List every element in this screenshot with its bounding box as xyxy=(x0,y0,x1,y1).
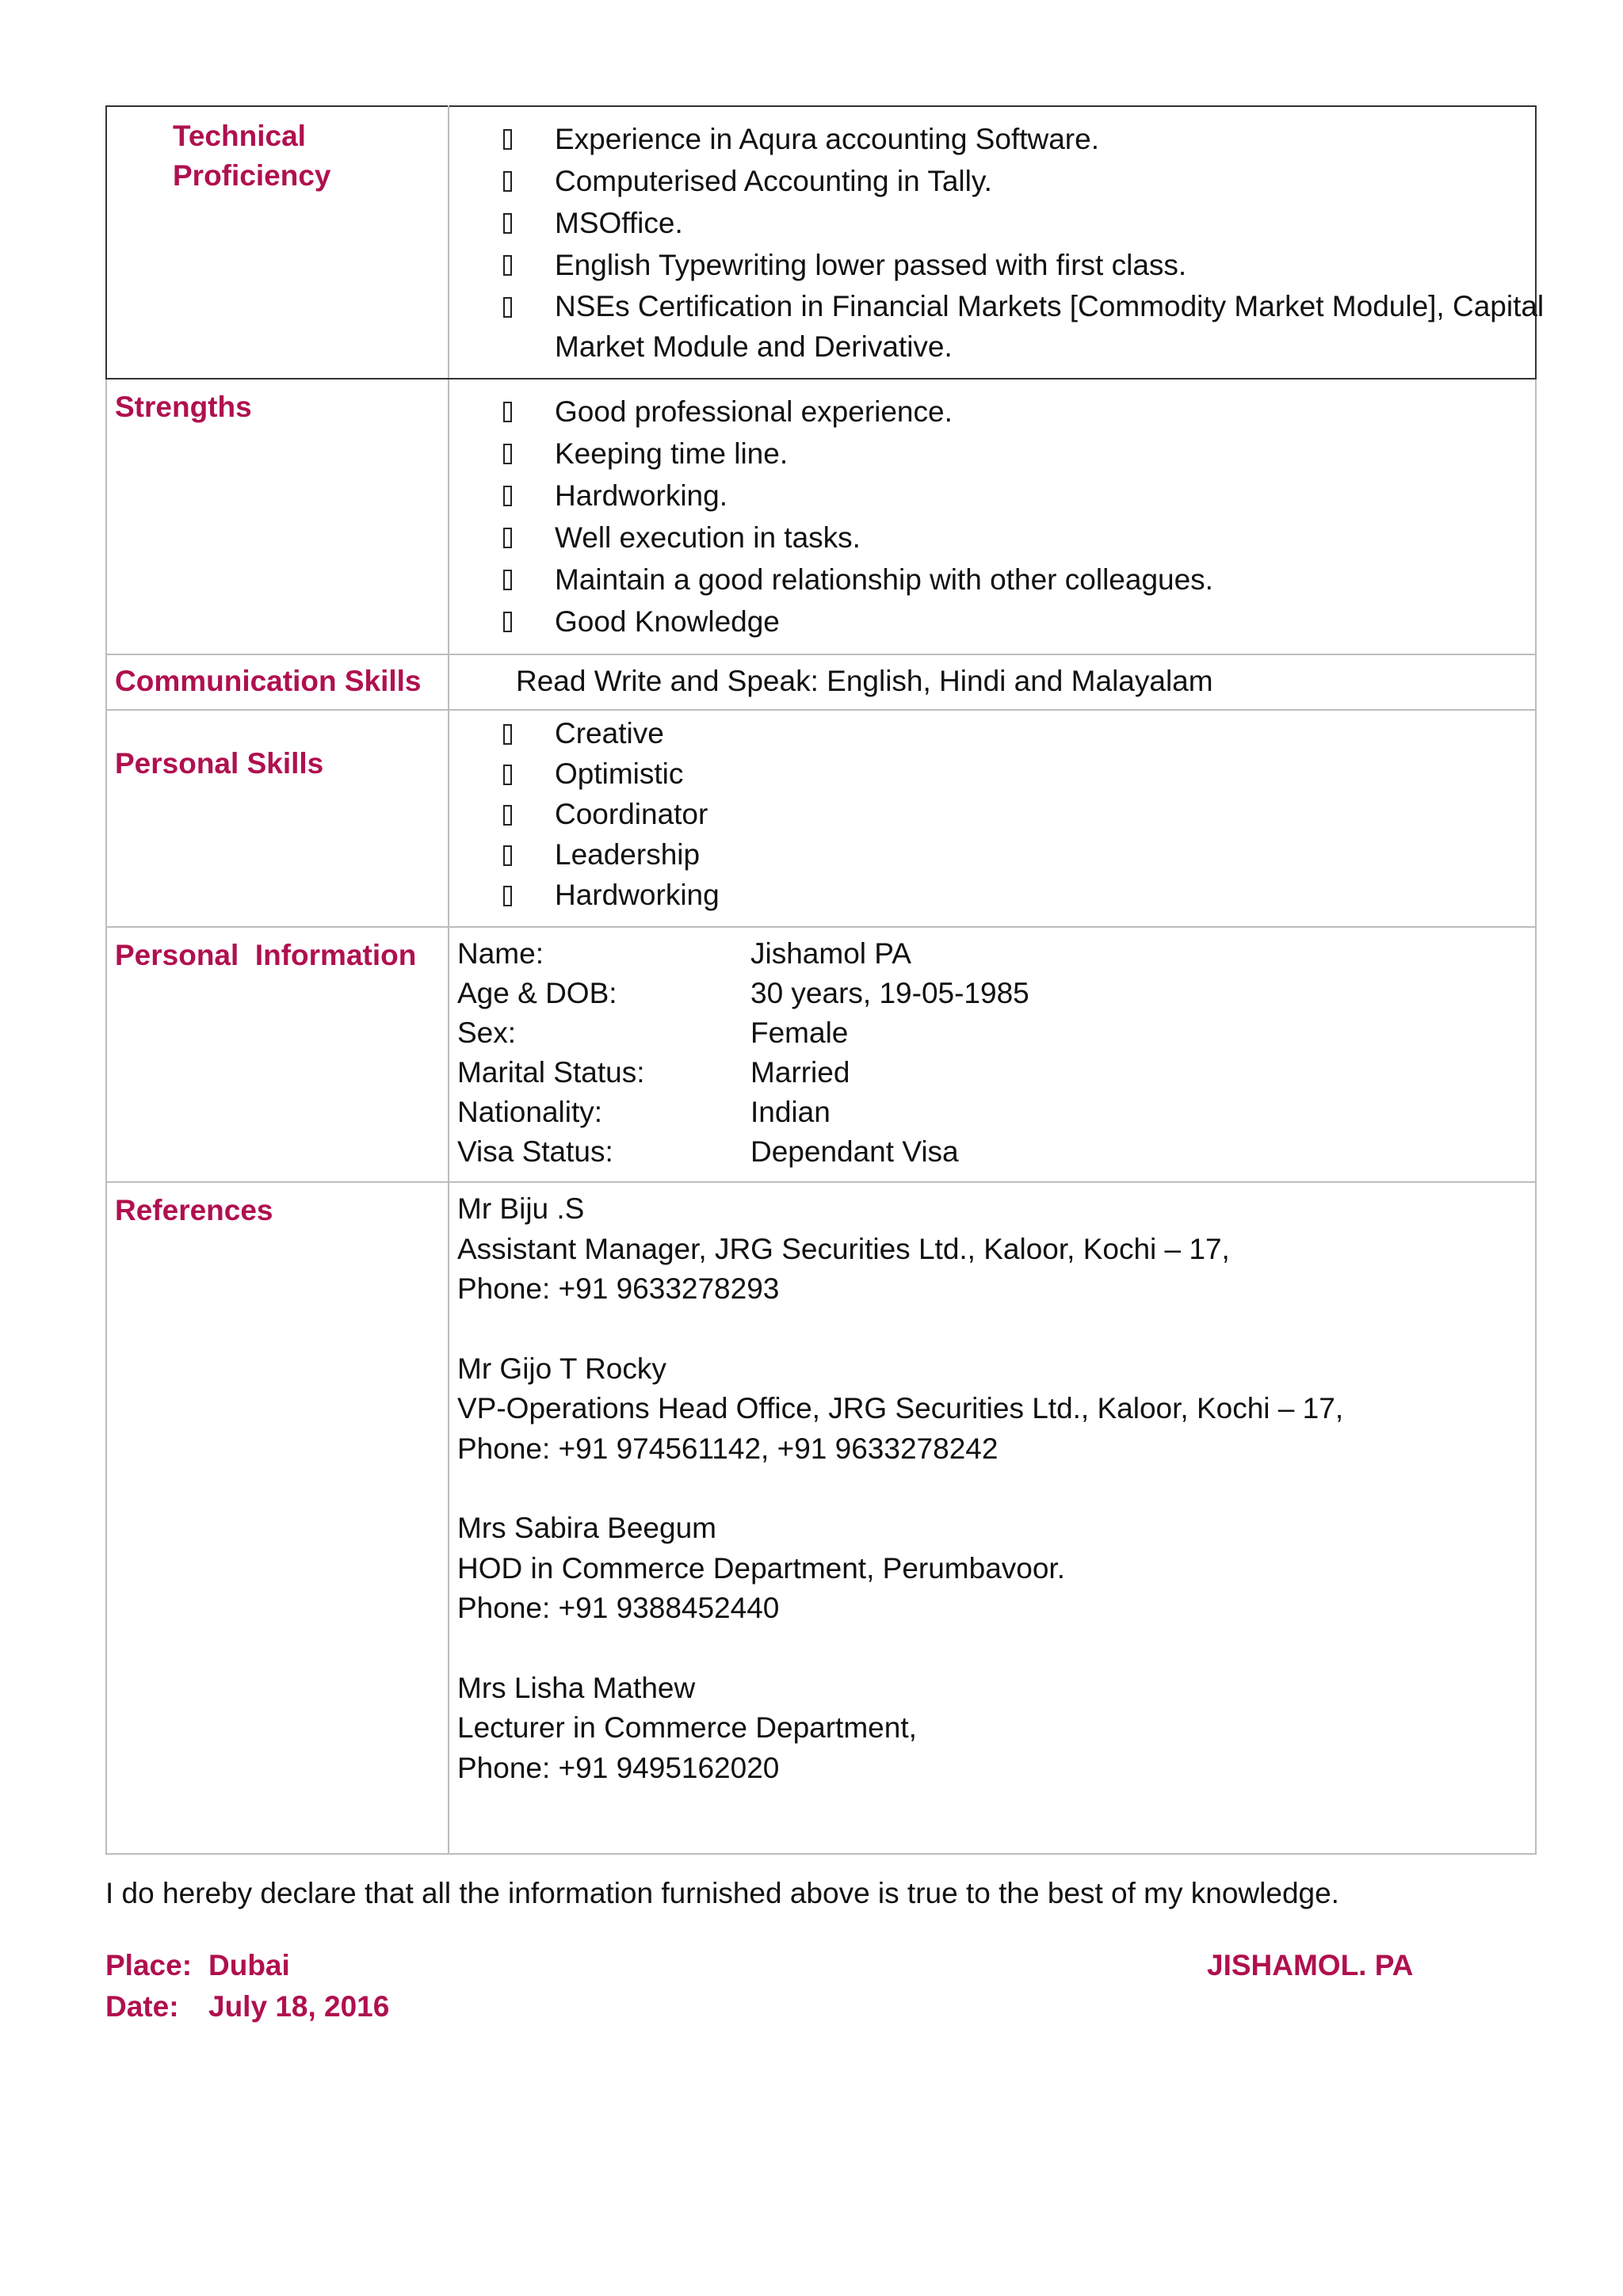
bullet-icon xyxy=(503,213,512,234)
row-personal-information xyxy=(106,927,1536,1182)
signature-name: JISHAMOL. PA xyxy=(1207,1949,1414,1981)
info-row: Name: Jishamol PA xyxy=(457,937,911,970)
list-item: Keeping time line. xyxy=(449,433,1535,475)
row-strengths xyxy=(106,379,1536,654)
label-cell xyxy=(106,1182,449,1854)
bullet-icon xyxy=(503,805,512,826)
row-technical-proficiency xyxy=(106,106,1536,379)
info-row: Age & DOB: 30 years, 19-05-1985 xyxy=(457,977,1029,1009)
section-label-personal-info: Personal Information xyxy=(115,939,417,971)
list-item: Hardworking xyxy=(449,875,1535,915)
section-label-strengths: Strengths xyxy=(115,391,252,423)
bullet-icon xyxy=(503,171,512,192)
section-label-personal-skills: Personal Skills xyxy=(115,747,324,780)
info-row: Sex: Female xyxy=(457,1016,849,1049)
row-references xyxy=(106,1182,1536,1854)
section-label-communication: Communication Skills xyxy=(115,665,422,697)
list-item: NSEs Certification in Financial Markets [Commodity Market Module], Capital Market Module and Derivative. xyxy=(449,286,1567,367)
personal-info-table xyxy=(449,928,1535,1178)
bullet-icon xyxy=(503,297,512,318)
list-item: Experience in Aqura accounting Software. xyxy=(449,118,1535,160)
bullet-icon xyxy=(503,724,512,745)
place-date-block xyxy=(105,1945,389,2027)
bullet-icon xyxy=(503,845,512,866)
label-cell xyxy=(106,106,449,379)
date-line: Date: July 18, 2016 xyxy=(105,1990,390,2023)
resume-table xyxy=(105,105,1545,1855)
list-item: English Typewriting lower passed with first class. xyxy=(449,244,1535,286)
bullet-icon xyxy=(503,528,512,548)
label-cell xyxy=(106,927,449,1182)
value-cell xyxy=(449,106,1545,379)
bullet-icon xyxy=(503,486,512,506)
reference-entry: Mrs Sabira Beegum HOD in Commerce Department, Perumbavoor. Phone: +91 9388452440 xyxy=(457,1512,1065,1624)
value-cell xyxy=(449,654,1536,710)
bullet-icon xyxy=(503,255,512,276)
value-cell xyxy=(449,379,1536,654)
list-item: Leadership xyxy=(449,834,1535,875)
list-item: Hardworking. xyxy=(449,475,1535,517)
value-cell xyxy=(449,710,1536,927)
list-item: Optimistic xyxy=(449,753,1535,794)
list-item: Good professional experience. xyxy=(449,391,1535,433)
list-item: Coordinator xyxy=(449,794,1535,834)
label-cell xyxy=(106,710,449,927)
value-cell xyxy=(449,1182,1536,1854)
bullet-icon xyxy=(503,765,512,785)
info-row: Marital Status: Married xyxy=(457,1056,850,1089)
list-item: Well execution in tasks. xyxy=(449,517,1535,559)
technical-list xyxy=(449,107,1545,378)
section-label-references: References xyxy=(115,1194,273,1226)
list-item: Creative xyxy=(449,713,1535,753)
row-personal-skills xyxy=(106,710,1536,927)
bullet-icon xyxy=(503,612,512,632)
references-list xyxy=(449,1183,1535,1844)
value-cell xyxy=(449,927,1536,1182)
info-row: Visa Status: Dependant Visa xyxy=(457,1135,959,1168)
reference-entry: Mr Gijo T Rocky VP-Operations Head Office, JRG Securities Ltd., Kaloor, Kochi – 17, Phone: +91 974561142, +91 9633278242 xyxy=(457,1352,1344,1465)
label-cell xyxy=(106,654,449,710)
bullet-icon xyxy=(503,570,512,590)
bullet-icon xyxy=(503,444,512,464)
reference-entry: Mrs Lisha Mathew Lecturer in Commerce Department, Phone: +91 9495162020 xyxy=(457,1671,917,1784)
place-line: Place: Dubai xyxy=(105,1949,290,1981)
list-item: Good Knowledge xyxy=(449,601,1535,643)
list-item: MSOffice. xyxy=(449,202,1535,244)
bullet-icon xyxy=(503,129,512,150)
list-item: Maintain a good relationship with other colleagues. xyxy=(449,559,1535,601)
declaration-text: I do hereby declare that all the information furnished above is true to the best of my knowledge. xyxy=(105,1877,1339,1909)
personal-skills-list xyxy=(449,711,1535,926)
list-item: Computerised Accounting in Tally. xyxy=(449,160,1535,202)
label-cell xyxy=(106,379,449,654)
section-label-technical: Technical Proficiency xyxy=(173,120,331,192)
row-communication-skills xyxy=(106,654,1536,710)
bullet-icon xyxy=(503,886,512,906)
reference-entry: Mr Biju .S Assistant Manager, JRG Securities Ltd., Kaloor, Kochi – 17, Phone: +91 9633278293 xyxy=(457,1192,1230,1305)
info-row: Nationality: Indian xyxy=(457,1096,831,1128)
communication-value: Read Write and Speak: English, Hindi and Malayalam xyxy=(516,665,1213,697)
bullet-icon xyxy=(503,402,512,422)
strengths-list xyxy=(449,379,1535,654)
